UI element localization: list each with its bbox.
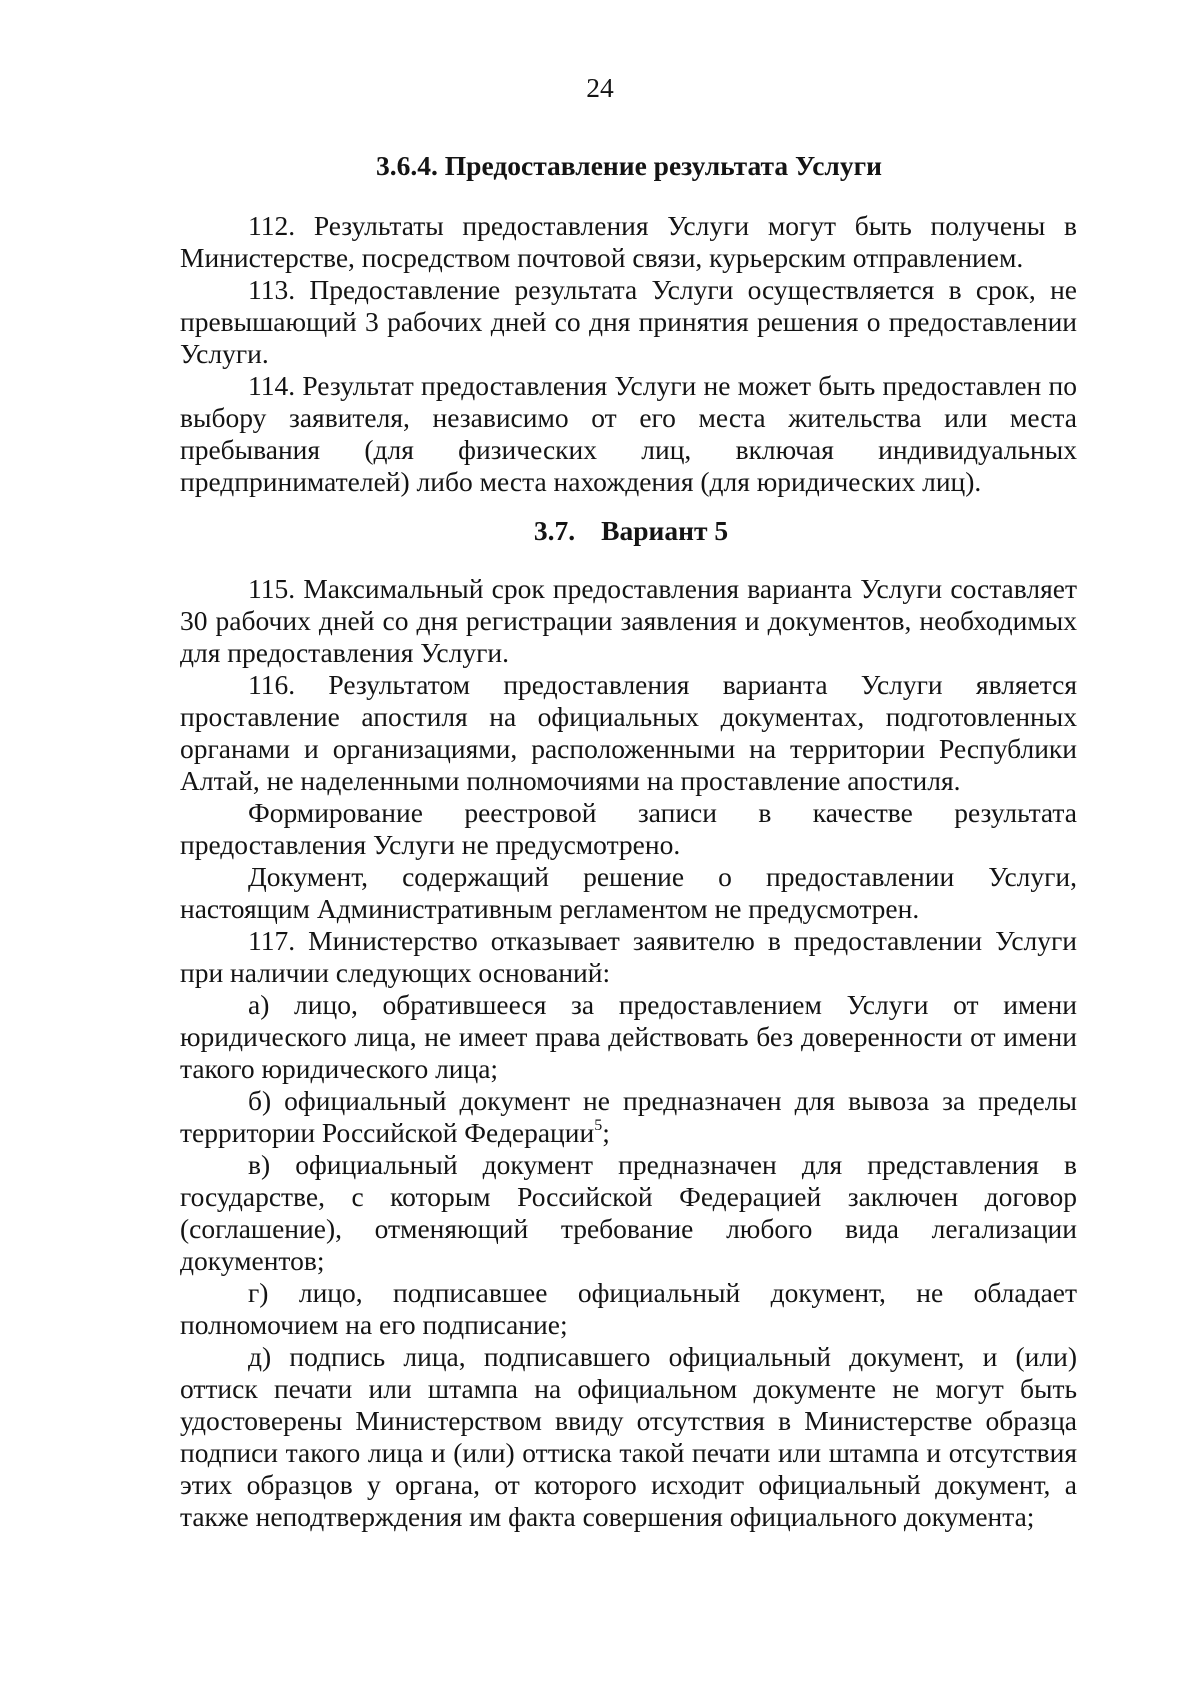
list-item-b-end: ; (602, 1117, 610, 1148)
paragraph-113: 113. Предоставление результата Услуги осуществляется в срок, не превышающий 3 рабочих дней со дня принятия решения о предоставлении Услуги. (180, 274, 1077, 369)
section-heading-number: 3.7. (533, 515, 576, 546)
paragraph-112: 112. Результаты предоставления Услуги могут быть получены в Министерстве, посредством почтовой связи, курьерским отправлением. (180, 210, 1077, 273)
paragraph-114: 114. Результат предоставления Услуги не может быть предоставлен по выбору заявителя, независимо от его места жительства или места пребывания (для физических лиц, включая индивидуальных предпринимателей) либо места нахождения (для юридических лиц). (180, 370, 1077, 497)
footnote-marker: 5 (594, 1117, 603, 1134)
section-heading-3-7 (0, 515, 1200, 547)
section-3-7-body (180, 573, 1077, 1533)
paragraph-115: 115. Максимальный срок предоставления варианта Услуги составляет 30 рабочих дней со дня регистрации заявления и документов, необходимых для предоставления Услуги. (180, 573, 1077, 668)
section-heading-3-6-4: 3.6.4. Предоставление результата Услуги (376, 150, 882, 181)
list-item-g: г) лицо, подписавшее официальный документ, не обладает полномочием на его подписание; (180, 1277, 1077, 1340)
paragraph-116: 116. Результатом предоставления варианта Услуги является проставление апостиля на официальных документах, подготовленных органами и организациями, расположенными на территории Республики Алтай, не наделенными полномочиями на проставление апостиля. (180, 669, 1077, 796)
paragraph-decision-document: Документ, содержащий решение о предоставлении Услуги, настоящим Административным регламентом не предусмотрен. (180, 861, 1077, 924)
list-item-b (180, 1085, 1077, 1149)
list-item-v: в) официальный документ предназначен для представления в государстве, с которым Российской Федерацией заключен договор (соглашение), отменяющий требование любого вида легализации документов; (180, 1149, 1077, 1276)
section-3-6-4-body (180, 210, 1077, 498)
section-heading-title: Вариант 5 (601, 515, 729, 546)
list-item-d: д) подпись лица, подписавшего официальный документ, и (или) оттиск печати или штампа на официальном документе не могут быть удостоверены Министерством ввиду отсутствия в Министерстве образца подписи такого лица и (или) оттиска такой печати или штампа и отсутствия этих образцов у органа, от которого исходит официальный документ, а также неподтверждения им факта совершения официального документа; (180, 1341, 1077, 1532)
page-number: 24 (586, 72, 614, 103)
list-item-a: а) лицо, обратившееся за предоставлением Услуги от имени юридического лица, не имеет права действовать без доверенности от имени такого юридического лица; (180, 989, 1077, 1084)
paragraph-117: 117. Министерство отказывает заявителю в предоставлении Услуги при наличии следующих оснований: (180, 925, 1077, 988)
paragraph-registry-record: Формирование реестровой записи в качестве результата предоставления Услуги не предусмотрено. (180, 797, 1077, 860)
list-item-b-text: б) официальный документ не предназначен для вывоза за пределы территории Российской Федерации (180, 1085, 1077, 1148)
